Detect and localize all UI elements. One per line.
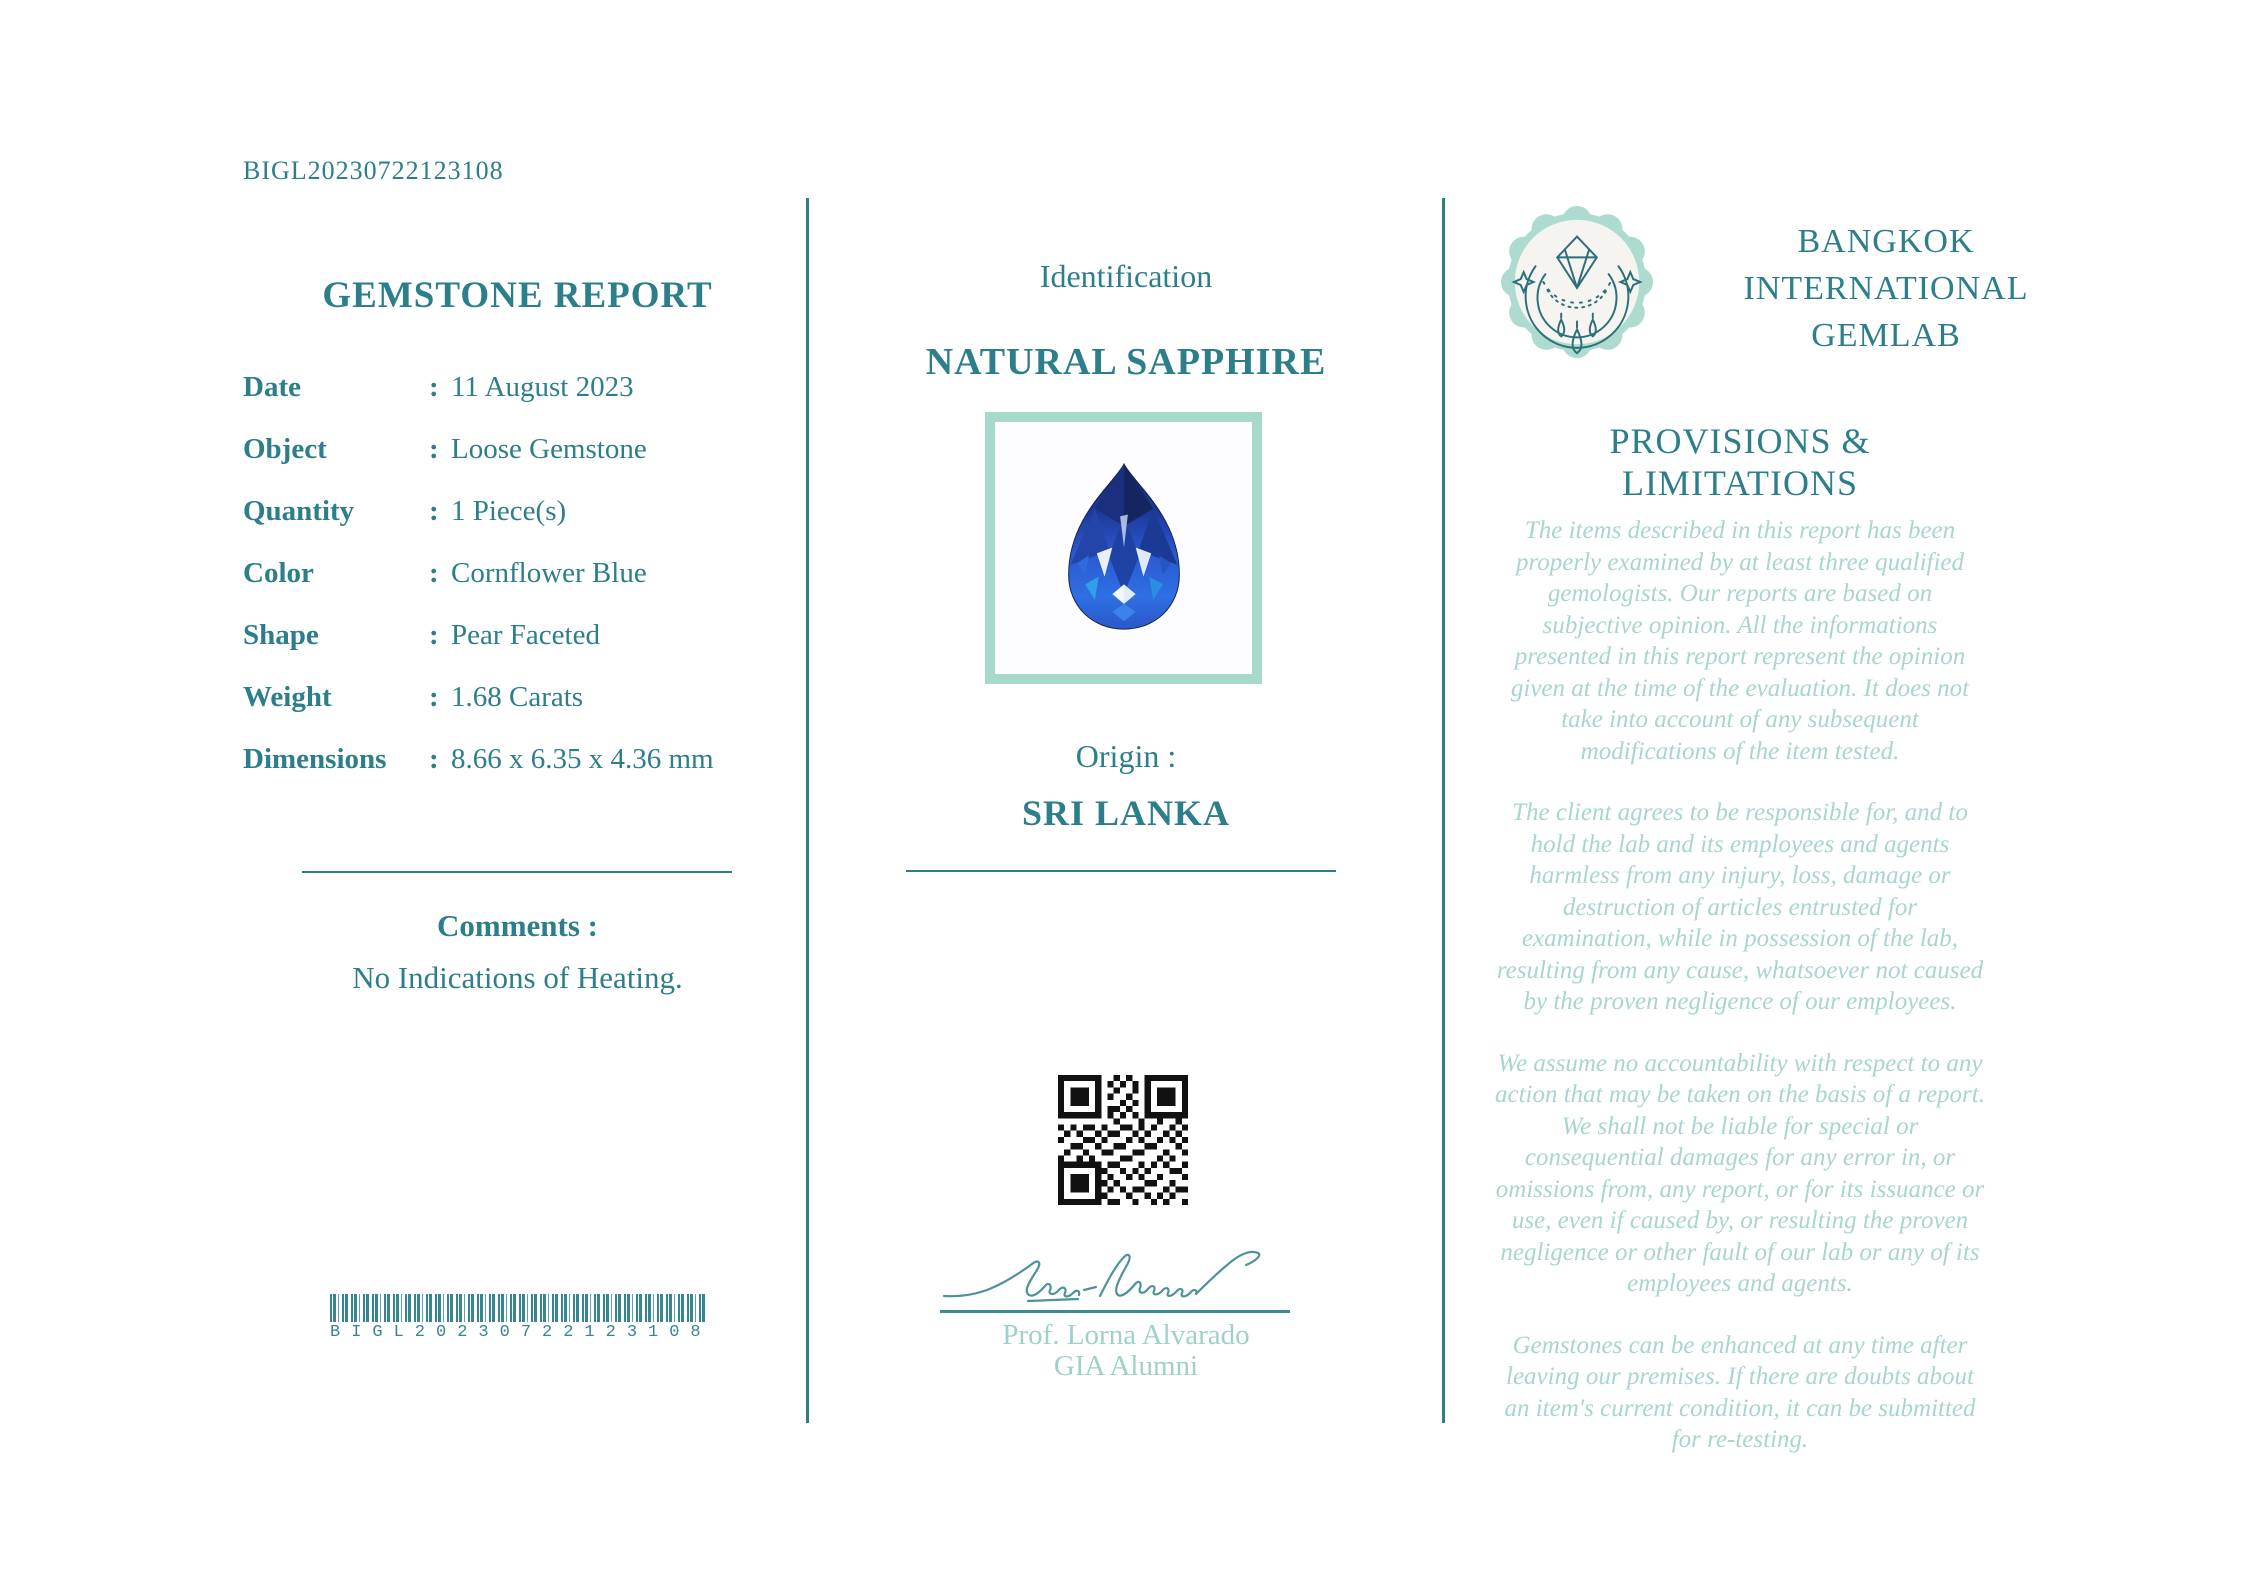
field-row-color [243,558,795,589]
field-colon: : [429,433,439,465]
field-colon: : [429,681,439,713]
lab-name-line: GEMLAB [1811,317,1961,354]
panel-divider-right [1442,198,1445,1423]
signature [938,1244,1292,1308]
field-value: 8.66 x 6.35 x 4.36 mm [451,743,714,775]
provisions-paragraph: The items described in this report has been properly examined by at least three qualified gemologists. Our reports are based on subjective opinion. All the informations presented in this report represent the opinion given at the time of the evaluation. It does not take into account of any subsequent modifications of the item tested. [1510,517,1970,765]
field-value: 1.68 Carats [451,681,584,713]
identification-heading: Identification [1039,258,1213,294]
origin-value: SRI LANKA [1021,793,1231,833]
field-label: Weight [243,681,332,713]
report-title: GEMSTONE REPORT [322,275,713,316]
field-row-object [243,434,795,465]
provisions-paragraph: We assume no accountability with respect to any action that may be taken on the basis of a report. We shall not be liable for special or consequential damages for any error in, or omissions from, any report, or for its issuance or use, even if caused by, or resulting the proven negligence or other fault of our lab or any of its employees and agents. [1495,1049,1985,1297]
field-row-quantity [243,496,795,527]
field-label: Dimensions [243,743,387,775]
field-colon: : [429,619,439,651]
qr-code [1058,1075,1188,1205]
field-row-dimensions [243,744,795,775]
signatory [830,1320,1422,1382]
provisions-heading: PROVISIONS & LIMITATIONS [1609,421,1871,503]
origin-divider [906,870,1336,872]
field-colon: : [429,371,439,403]
field-label: Color [243,557,314,589]
report-number: BIGL20230722123108 [243,156,504,185]
barcode-text: BIGL20230722123108 [330,1323,712,1342]
gem-photo-frame [985,412,1262,684]
lab-name [1686,218,2086,359]
field-value: Loose Gemstone [451,433,647,465]
field-colon: : [429,495,439,527]
lab-name-line: BANGKOK [1797,223,1975,260]
signature-divider [940,1310,1290,1313]
field-value: 1 Piece(s) [451,495,567,527]
field-value: 11 August 2023 [451,371,634,403]
field-colon: : [429,557,439,589]
report-fields [243,372,795,806]
panel-divider-left [806,198,809,1423]
signatory-title: GIA Alumni [1053,1350,1199,1382]
barcode-bars [330,1294,705,1322]
provisions-paragraph: Gemstones can be enhanced at any time after leaving our premises. If there are doubts about an item's current condition, it can be submitted for re-testing. [1504,1331,1976,1453]
comments-divider [302,871,732,873]
field-row-weight [243,682,795,713]
provisions-paragraphs [1495,515,1985,1486]
field-row-date [243,372,795,403]
barcode [330,1294,712,1342]
field-label: Shape [243,619,319,651]
lab-name-line: INTERNATIONAL [1743,270,2029,307]
provisions-paragraph: The client agrees to be responsible for, and to hold the lab and its employees and agents harmless from any injury, loss, damage or destruction of articles entrusted for examination, while in possession of the lab, resulting from any cause, whatsoever not caused by the proven negligence of our employees. [1496,799,1984,1015]
signatory-name: Prof. Lorna Alvarado [1002,1319,1250,1351]
origin-heading: Origin : [1075,738,1177,774]
field-row-shape [243,620,795,651]
gem-name: NATURAL SAPPHIRE [925,341,1327,383]
gemlab-logo-icon [1498,203,1656,367]
field-colon: : [429,743,439,775]
field-label: Object [243,433,327,465]
field-label: Quantity [243,495,355,527]
sapphire-gem-image [1056,458,1192,638]
comments-text: No Indications of Heating. [352,960,683,995]
field-value: Cornflower Blue [451,557,647,589]
comments-heading: Comments : [437,908,598,943]
field-label: Date [243,371,301,403]
field-value: Pear Faceted [451,619,600,651]
